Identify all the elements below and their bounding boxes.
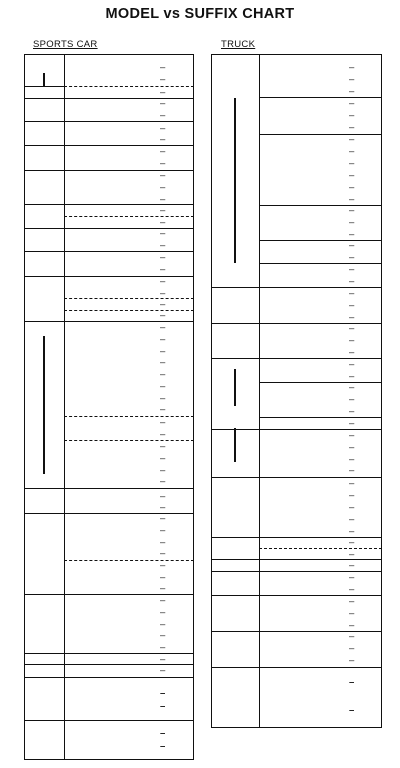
sports_car-dash: – [160, 548, 166, 559]
sports_car-row-divider [24, 98, 194, 99]
truck-dash: – [349, 335, 355, 346]
sports_car-dash: – [160, 595, 166, 606]
truck-dash: – [349, 252, 355, 263]
sports_car-dash: – [160, 228, 166, 239]
truck-row-divider [259, 382, 382, 383]
truck-dash: – [349, 347, 355, 358]
truck-dash: – [349, 502, 355, 513]
truck-row-divider [211, 477, 259, 478]
sports_car-dash: – [160, 110, 166, 121]
sports_car-dash: – [160, 741, 166, 752]
sports_car-row-divider [24, 251, 194, 252]
truck-row-divider [211, 287, 382, 288]
truck-dash: – [349, 584, 355, 595]
sports_car-dash: – [160, 170, 166, 181]
truck-dash: – [349, 134, 355, 145]
truck-dash: – [349, 478, 355, 489]
sports_car-dash: – [160, 404, 166, 415]
truck-dash: – [349, 276, 355, 287]
truck-row-divider [259, 97, 382, 98]
sports_car-dash: – [160, 513, 166, 524]
sports_car-dash: – [160, 158, 166, 169]
truck-dash: – [349, 631, 355, 642]
sports_car-dash: – [160, 123, 166, 134]
sports_car-row-divider [24, 204, 194, 205]
truck-dash: – [349, 98, 355, 109]
truck-dash: – [349, 86, 355, 97]
truck-dash: – [349, 146, 355, 157]
truck-dash: – [349, 264, 355, 275]
sports_car-dash: – [160, 453, 166, 464]
sports_car-dash: – [160, 252, 166, 263]
truck-dash: – [349, 312, 355, 323]
truck-dash: – [349, 418, 355, 429]
sports_car-dash: – [160, 619, 166, 630]
truck-dash: – [349, 382, 355, 393]
truck-dash: – [349, 323, 355, 334]
truck-row-divider [259, 134, 382, 135]
truck-row-divider [211, 667, 382, 668]
sports_car-dash: – [160, 465, 166, 476]
sports_car-dash: – [160, 74, 166, 85]
truck-dash: – [349, 110, 355, 121]
truck-dash: – [349, 620, 355, 631]
sports-car-heading: SPORTS CAR [33, 39, 98, 50]
sports_car-dash: – [160, 62, 166, 73]
sports_car-row-divider [24, 677, 194, 678]
truck-row-divider [211, 358, 382, 359]
sports_car-dash: – [160, 146, 166, 157]
sports_car-dash: – [160, 87, 166, 98]
truck-dash: – [349, 170, 355, 181]
sports_car-row-divider [24, 228, 194, 229]
sports_car-dash: – [160, 369, 166, 380]
sports_car-dash: – [160, 607, 166, 618]
sports_car-dash: – [160, 288, 166, 299]
page-title: MODEL vs SUFFIX CHART [105, 6, 295, 22]
truck-dash: – [349, 194, 355, 205]
sports_car-row-divider [64, 216, 194, 217]
truck-dash: – [349, 74, 355, 85]
sports_car-dash: – [160, 217, 166, 228]
truck-dash: – [349, 158, 355, 169]
sports_car-row-divider [24, 276, 194, 277]
sports_car-dash: – [160, 491, 166, 502]
truck-dash: – [349, 537, 355, 548]
truck-dash: – [349, 465, 355, 476]
sports_car-row-divider [24, 170, 194, 171]
sports_car-row-divider [24, 720, 194, 721]
sports_car-dash: – [160, 688, 166, 699]
truck-dash: – [349, 655, 355, 666]
truck-dash: – [349, 596, 355, 607]
sports_car-dash: – [160, 441, 166, 452]
sports_car-row-divider [64, 416, 194, 417]
truck-dash: – [349, 526, 355, 537]
sports_car-row-divider [64, 298, 194, 299]
sports_car-row-divider [24, 488, 194, 489]
truck-dash: – [349, 300, 355, 311]
truck-dash: – [349, 442, 355, 453]
truck-dash: – [349, 560, 355, 571]
truck-dash: – [349, 514, 355, 525]
sports_car-dash: – [160, 182, 166, 193]
truck-dash: – [349, 182, 355, 193]
truck-dash: – [349, 62, 355, 73]
sports_car-dash: – [160, 240, 166, 251]
truck-dash: – [349, 359, 355, 370]
truck-row-divider [211, 631, 382, 632]
truck-row-divider [259, 205, 382, 206]
sports_car-row-divider [24, 86, 64, 87]
sports_car-dash: – [160, 502, 166, 513]
truck-dash: – [349, 217, 355, 228]
truck-dash: – [349, 240, 355, 251]
truck-dash: – [349, 288, 355, 299]
sports_car-dash: – [160, 701, 166, 712]
year-span-bar [43, 73, 45, 87]
truck-row-divider [259, 263, 382, 264]
truck-dash: – [349, 454, 355, 465]
year-span-bar [234, 369, 236, 406]
sports_car-dash: – [160, 393, 166, 404]
sports_car-dash: – [160, 264, 166, 275]
sports-car-table [24, 54, 194, 760]
truck-row-divider [211, 429, 382, 430]
sports_car-dash: – [160, 476, 166, 487]
truck-dash: – [349, 371, 355, 382]
sports_car-row-divider [24, 321, 194, 322]
sports_car-row-divider [24, 653, 194, 654]
truck-row-divider [211, 323, 382, 324]
sports_car-dash: – [160, 728, 166, 739]
truck-row-divider [211, 571, 382, 572]
sports_car-dash: – [160, 572, 166, 583]
year-span-bar [43, 336, 45, 474]
truck-row-divider [259, 417, 382, 418]
sports_car-row-divider [24, 145, 194, 146]
sports_car-row-divider [24, 664, 194, 665]
sports_car-dash: – [160, 134, 166, 145]
sports_car-dash: – [160, 560, 166, 571]
truck-dash: – [349, 677, 355, 688]
truck-dash: – [349, 229, 355, 240]
sports_car-dash: – [160, 322, 166, 333]
truck-dash: – [349, 205, 355, 216]
truck-dash: – [349, 122, 355, 133]
truck-dash: – [349, 643, 355, 654]
sports_car-dash: – [160, 654, 166, 665]
year-span-bar [234, 98, 236, 263]
truck-table [211, 54, 382, 728]
truck-dash: – [349, 430, 355, 441]
truck-dash: – [349, 490, 355, 501]
sports_car-row-divider [24, 513, 194, 514]
truck-row-divider [211, 595, 382, 596]
truck-row-divider [211, 559, 382, 560]
truck-dash: – [349, 394, 355, 405]
sports_car-dash: – [160, 537, 166, 548]
sports_car-dash: – [160, 98, 166, 109]
sports_car-row-divider [64, 310, 194, 311]
sports_car-dash: – [160, 346, 166, 357]
sports_car-row-divider [64, 560, 194, 561]
truck-year-divider [259, 54, 260, 728]
sports_car-dash: – [160, 525, 166, 536]
sports_car-dash: – [160, 630, 166, 641]
truck-heading: TRUCK [221, 39, 256, 50]
sports_car-dash: – [160, 642, 166, 653]
year-span-bar [234, 428, 236, 462]
truck-dash: – [349, 608, 355, 619]
sports_car-row-divider [24, 594, 194, 595]
sports_car-dash: – [160, 357, 166, 368]
sports_car-dash: – [160, 276, 166, 287]
sports_car-dash: – [160, 205, 166, 216]
sports_car-dash: – [160, 665, 166, 676]
sports_car-dash: – [160, 417, 166, 428]
truck-row-divider [259, 477, 382, 478]
truck-row-divider [259, 548, 382, 549]
sports_car-row-divider [64, 440, 194, 441]
truck-row-divider [211, 537, 382, 538]
sports_car-dash: – [160, 381, 166, 392]
sports_car-year-divider [64, 54, 65, 760]
truck-row-divider [259, 240, 382, 241]
truck-dash: – [349, 705, 355, 716]
truck-dash: – [349, 572, 355, 583]
sports_car-row-divider [64, 86, 194, 87]
truck-dash: – [349, 406, 355, 417]
sports_car-dash: – [160, 299, 166, 310]
sports_car-row-divider [24, 121, 194, 122]
sports_car-dash: – [160, 334, 166, 345]
sports_car-dash: – [160, 429, 166, 440]
sports_car-dash: – [160, 310, 166, 321]
sports_car-dash: – [160, 583, 166, 594]
sports_car-dash: – [160, 194, 166, 205]
truck-dash: – [349, 549, 355, 560]
